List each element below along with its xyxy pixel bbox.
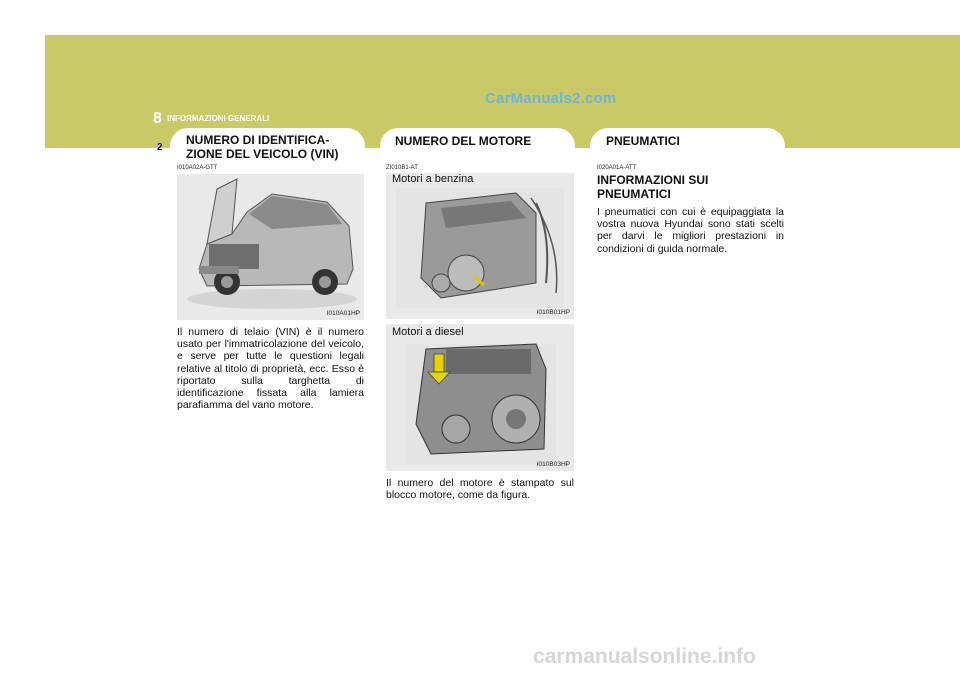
- petrol-engine-photo: [386, 173, 574, 319]
- watermark-link[interactable]: CarManuals2.com: [485, 90, 617, 107]
- car-illustration-icon: [177, 174, 364, 320]
- petrol-engine-label: Motori a benzina: [392, 173, 474, 185]
- section-title-tyres: PNEUMATICI: [606, 134, 680, 148]
- photo-code-petrol: I010B01HP: [536, 309, 570, 316]
- diesel-engine-label: Motori a diesel: [392, 326, 464, 338]
- engine-illustration-icon: [386, 173, 574, 319]
- chapter-number: 8: [153, 110, 162, 127]
- photo-code-vin: I010A01HP: [326, 310, 360, 317]
- footer-watermark: carmanualsonline.info: [533, 645, 756, 668]
- car-photo: [177, 174, 364, 320]
- engine-text: Il numero del motore è stampato sul blocco motore, come da figura.: [386, 477, 574, 502]
- tyres-heading: INFORMAZIONI SUI PNEUMATICI: [597, 173, 709, 201]
- section-code-tyres: I020A01A-ATT: [597, 165, 637, 171]
- chapter-title: INFORMAZIONI GENERALI: [167, 114, 270, 123]
- engine-illustration-icon: [386, 324, 574, 471]
- page-number: 2: [157, 142, 163, 153]
- photo-code-diesel: I010B03HP: [536, 461, 570, 468]
- section-title-engine: NUMERO DEL MOTORE: [395, 134, 532, 148]
- vin-text: Il numero di telaio (VIN) è il numero usato per l'immatricolazione del veicolo, e serve per tutte le questioni legali relative al titolo di proprietà, ecc. Esso è riportato sulla targhetta di identificazione fissata alla lamiera parafiamma del vano motore.: [177, 326, 364, 412]
- section-code-engine: ZI010B1-AT: [386, 165, 418, 171]
- section-title-vin: NUMERO DI IDENTIFICA- ZIONE DEL VEICOLO (VIN): [186, 133, 339, 161]
- tyres-text: I pneumatici con cui è equipaggiata la vostra nuova Hyundai sono stati scelti per darvi le migliori prestazioni in condizioni di guida normale.: [597, 206, 784, 255]
- diesel-engine-photo: [386, 324, 574, 471]
- section-code-vin: I010A02A-GTT: [177, 165, 218, 171]
